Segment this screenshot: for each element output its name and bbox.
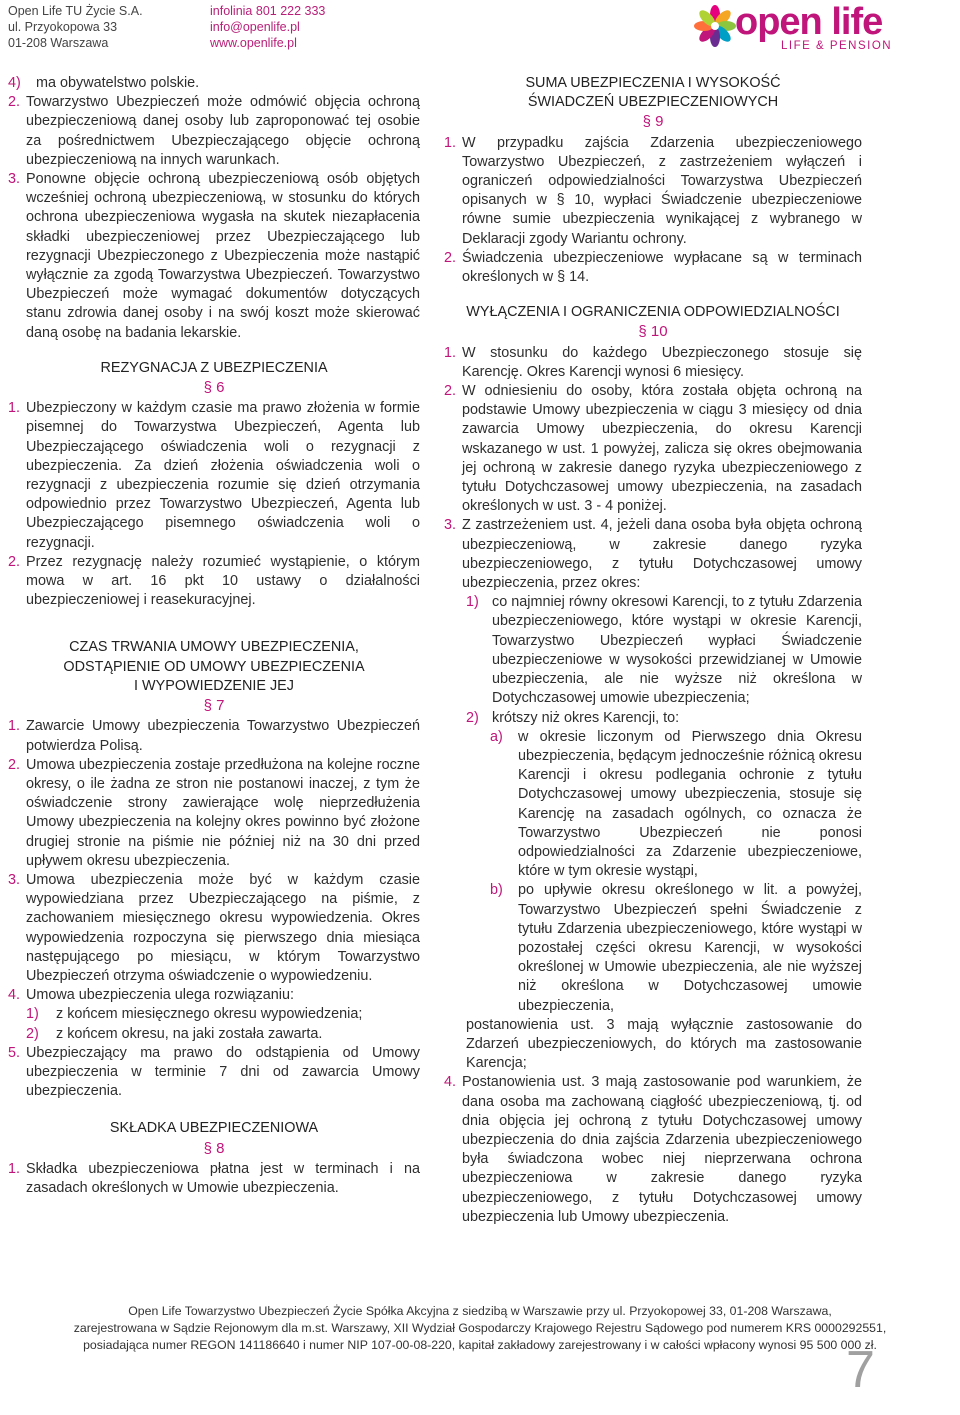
section-title: REZYGNACJA Z UBEZPIECZENIA	[100, 359, 328, 376]
item-text: ma obywatelstwo polskie.	[36, 75, 200, 91]
section-number: § 9	[642, 113, 664, 131]
paragraph	[8, 756, 420, 871]
paragraph	[8, 871, 420, 986]
paragraph-number: 2.	[444, 249, 457, 266]
paragraph-text: Ponowne objęcie ochroną ubezpieczeniową osób objętych wcześniej ochroną ubezpieczeniową, w stosunku do których ochrona ubezpieczeniowa wygasła na skutek niezapłacenia składki ubezpieczeniowej przez Ubezpieczającego lub rezygnacji Ubezpieczonego z Ubezpieczenia może nastąpić wyłącznie za zgodą Towarzystwa Ubezpieczeń. Towarzystwo Ubezpieczeń może wymagać dokumentów dotyczących stanu zdrowia danej osoby i na swój koszt może skierować daną osobę na badania lekarskie.	[26, 171, 420, 341]
website-link[interactable]: www.openlife.pl	[210, 36, 297, 50]
section-number: § 6	[203, 379, 225, 397]
page-number: 7	[846, 1341, 875, 1399]
paragraph-number: 2.	[8, 94, 21, 111]
section-number: § 7	[203, 697, 225, 715]
paragraph	[444, 134, 862, 249]
item-number: 2)	[26, 1025, 39, 1042]
paragraph-text: W stosunku do każdego Ubezpieczonego stosuje się Karencję. Okres Karencji wynosi 6 miesięcy.	[462, 344, 862, 380]
page-header	[0, 0, 960, 60]
paragraph-number: 2.	[8, 553, 21, 570]
paragraph	[8, 1044, 420, 1102]
paragraph-text: Przez rezygnację należy rozumieć wystąpienie, o którym mowa w art. 16 pkt 10 ustawy o działalności ubezpieczeniowej i reasekuracyjnej.	[26, 553, 420, 609]
list-item	[444, 728, 862, 882]
paragraph-text: Towarzystwo Ubezpieczeń może odmówić objęcia ochroną ubezpieczeniową danej osoby lub zaproponować tej osobie za pośrednictwem Ubezpieczającego objęcie ochroną ubezpieczeniową na innych warunkach.	[26, 94, 420, 168]
list-item	[8, 1025, 420, 1044]
section-title: WYŁĄCZENIA I OGRANICZENIA ODPOWIEDZIALNOŚCI	[466, 304, 840, 321]
paragraph	[8, 1160, 420, 1198]
flower-logo-icon	[693, 4, 737, 48]
address-street: ul. Przyokopowa 33	[8, 20, 118, 34]
item-text: z końcem miesięcznego okresu wypowiedzenia;	[56, 1006, 363, 1023]
list-item	[8, 74, 420, 93]
paragraph-text: Ubezpieczający ma prawo do odstąpienia od Umowy ubezpieczenia w terminie 7 dni od zawarcia Umowy ubezpieczenia.	[26, 1044, 420, 1100]
item-number: b)	[490, 882, 503, 899]
paragraph-number: 3.	[8, 871, 21, 888]
footer-line: Open Life Towarzystwo Ubezpieczeń Życie Spółka Akcyjna z siedzibą w Warszawie przy ul. Przyokopowej 33, 01-208 Warszawa,	[128, 1304, 832, 1318]
footer-line: zarejestrowana w Sądzie Rejonowym dla m.st. Warszawy, XII Wydział Gospodarczy Krajowego Rejestru Sądowego pod numerem KRS 0000292551,	[73, 1321, 887, 1335]
item-text: z końcem okresu, na jaki została zawarta.	[56, 1025, 323, 1042]
section-title: CZAS TRWANIA UMOWY UBEZPIECZENIA,	[69, 639, 359, 656]
paragraph	[444, 344, 862, 382]
list-item	[8, 1005, 420, 1024]
paragraph	[8, 717, 420, 755]
paragraph-text: W odniesieniu do osoby, która została objęta ochroną na podstawie Umowy ubezpieczenia w ciągu 3 miesięcy od dnia zawarcia Umowy ubezpieczenia, do okresu Karencji wskazanego w ust. 1 powyżej, zalicza się okres obejmowania jej ochroną w zakresie danego ryzyka ubezpieczeniowego z tytułu Dotychczasowej umowy ubezpieczenia, na zasadach określonych w ust. 3 - 4 poniżej.	[462, 383, 862, 515]
paragraph	[444, 516, 862, 593]
company-name: Open Life TU Życie S.A.	[8, 4, 143, 18]
contact-block	[210, 3, 325, 51]
infoline: infolinia 801 222 333	[210, 4, 326, 18]
paragraph-number: 1.	[8, 718, 21, 735]
logo-wordmark: open life	[735, 1, 883, 43]
paragraph-number: 1.	[8, 1160, 21, 1177]
logo-subtitle: LIFE & PENSION	[781, 40, 893, 52]
left-column	[8, 74, 420, 1198]
paragraph-text: Umowa ubezpieczenia może być w każdym czasie wypowiedziana przez Ubezpieczającego na piśmie, z zachowaniem miesięcznego okresu wypowiedzenia. Okres wypowiedzenia rozpoczyna się pierwszego dnia miesiąca następującego po miesiącu, w którym Towarzystwo Ubezpieczeń otrzyma oświadczenie o wypowiedzeniu.	[26, 871, 420, 984]
paragraph	[8, 93, 420, 170]
paragraph-number: 5.	[8, 1044, 21, 1061]
item-text: po upływie okresu określonego w lit. a powyżej, Towarzystwo Ubezpieczeń spełni Świadczenie z tytułu Zdarzenia ubezpieczeniowego, które wystąpi w pozostałej części okresu Karencji, w wysokości określonej w Umowie ubezpieczenia, ale nie wyższej niż określona w Dotychczasowej umowie ubezpieczenia,	[518, 882, 862, 1014]
paragraph-text: Składka ubezpieczeniowa płatna jest w terminach i na zasadach określonych w Umowie ubezpieczenia.	[26, 1160, 420, 1196]
paragraph-text: Postanowienia ust. 3 mają zastosowanie pod warunkiem, że dana osoba ma zachowaną ciągłość ubezpieczeniową, tj. od dnia objęcia jej ochroną z tytułu Dotychczasowej umowy ubezpieczenia do dnia zajścia Zdarzenia ubezpieczeniowego była świadczona wobec niej nieprzerwana ochrona ubezpieczeniowa w zakresie danego ryzyka ubezpieczeniowego, z tytułu Dotychczasowej umowy ubezpieczenia lub Umowy ubezpieczenia.	[462, 1074, 862, 1225]
paragraph-number: 4.	[8, 987, 21, 1004]
right-column	[444, 74, 862, 1227]
list-item	[444, 593, 862, 708]
paragraph-number: 2.	[444, 383, 457, 400]
item-number: 2)	[466, 709, 479, 726]
item-number: 4)	[8, 75, 21, 91]
paragraph-text: Zawarcie Umowy ubezpieczenia Towarzystwo Ubezpieczeń potwierdza Polisą.	[26, 718, 420, 754]
paragraph	[8, 553, 420, 611]
paragraph	[8, 170, 420, 343]
paragraph-text: Umowa ubezpieczenia zostaje przedłużona na kolejne roczne okresy, o ile żadna ze stron nie postanowi inaczej, z tym że oświadczenie strony zawierające wolę nieprzedłużenia Umowy ubezpieczenia na kolejny okres powinno być złożone drugiej stronie na piśmie nie później niż na 30 dni przed upływem okresu ubezpieczenia.	[26, 756, 420, 869]
paragraph-number: 1.	[444, 344, 457, 361]
paragraph-text: Świadczenia ubezpieczeniowe wypłacane są w terminach określonych w § 14.	[462, 249, 862, 286]
paragraph-number: 3.	[444, 517, 457, 534]
paragraph-number: 3.	[8, 171, 21, 188]
page-footer	[0, 1303, 960, 1354]
paragraph-number: 1.	[8, 400, 21, 417]
paragraph-number: 1.	[444, 134, 457, 151]
list-item	[444, 709, 862, 728]
item-number: a)	[490, 728, 503, 745]
section-number: § 10	[638, 323, 668, 341]
section-title: SKŁADKA UBEZPIECZENIOWA	[109, 1120, 319, 1137]
address-city: 01-208 Warszawa	[8, 36, 109, 50]
paragraph-text: Ubezpieczony w każdym czasie ma prawo złożenia w formie pisemnej do Towarzystwa Ubezpieczeń, Agenta lub Ubezpieczającego oświadczenia woli o rezygnacji z ubezpieczenia. Za dzień złożenia oświadczenia woli o rezygnacji z ubezpieczenia rozumie się dzień otrzymania odpowiednio przez Towarzystwo Ubezpieczeń, Agenta lub Ubezpieczającego pisemnego oświadczenia woli o rezygnacji.	[26, 400, 420, 551]
item-number: 1)	[466, 594, 479, 611]
paragraph	[444, 1073, 862, 1227]
company-address-block	[8, 3, 143, 51]
paragraph-number: 2.	[8, 756, 21, 773]
footer-line: posiadająca numer REGON 141186640 i numer NIP 107-00-08-220, kapitał zakładowy zarejestrowany i w całości wpłacony wynosi 95 500 000 zł.	[83, 1338, 877, 1352]
paragraph	[8, 986, 420, 1005]
paragraph	[444, 249, 862, 287]
item-text: w okresie liczonym od Pierwszego dnia Okresu ubezpieczenia, będącym jednocześnie różnicą okresu Karencji i okresu podlegania ochronie z tytułu Dotychczasowej umowy ubezpieczenia, stosuje się Karencję na zasadach ogólnych, co oznacza że Towarzystwo Ubezpieczeń nie ponosi odpowiedzialności za Zdarzenie ubezpieczeniowe, które w tym okresie wystąpi,	[518, 728, 862, 880]
section-title: ODSTĄPIENIE OD UMOWY UBEZPIECZENIA	[63, 658, 365, 675]
paragraph	[444, 382, 862, 516]
paragraph-text: W przypadku zajścia Zdarzenia ubezpieczeniowego Towarzystwo Ubezpieczeń, z zastrzeżeniem wyłączeń i ograniczeń odpowiedzialności Towarzystwa Ubezpieczeń opisanych w § 10, wypłaci Świadczenie ubezpieczeniowe równe sumie ubezpieczenia wynikającej z wybranego w Deklaracji zgody Wariantu ochrony.	[462, 134, 862, 247]
item-text: krótszy niż okres Karencji, to:	[492, 709, 680, 726]
item-text: co najmniej równy okresowi Karencji, to z tytułu Zdarzenia ubezpieczeniowego, które wystąpi w okresie Karencji, Towarzystwo Ubezpieczeń wypłaci Świadczenie ubezpieczeniowe w wysokości przewidzianej w Umowie ubezpieczenia, ale nie wyższe niż określona w Dotychczasowej umowie ubezpieczenia;	[492, 594, 862, 707]
section-title: SUMA UBEZPIECZENIA I WYSOKOŚĆ	[525, 75, 781, 91]
paragraph-number: 4.	[444, 1074, 457, 1091]
paragraph-text: Z zastrzeżeniem ust. 4, jeżeli dana osoba była objęta ochroną ubezpieczeniową, w zakresie danego ryzyka ubezpieczeniowego, z tytułu Dotychczasowej umowy ubezpieczenia, przez okres:	[462, 517, 862, 592]
item-number: 1)	[26, 1006, 39, 1023]
openlife-logo	[693, 1, 893, 54]
section-number: § 8	[203, 1139, 225, 1157]
section-title: I WYPOWIEDZENIE JEJ	[134, 677, 294, 694]
section-title: ŚWIADCZEŃ UBEZPIECZENIOWYCH	[527, 94, 779, 111]
paragraph-continuation: postanowienia ust. 3 mają wyłącznie zastosowanie do Zdarzeń ubezpieczeniowych, do których ma zastosowanie Karencja;	[466, 1016, 862, 1072]
list-item	[444, 881, 862, 1015]
email-link[interactable]: info@openlife.pl	[210, 20, 300, 34]
paragraph-text: Umowa ubezpieczenia ulega rozwiązaniu:	[26, 987, 294, 1004]
paragraph	[8, 399, 420, 553]
